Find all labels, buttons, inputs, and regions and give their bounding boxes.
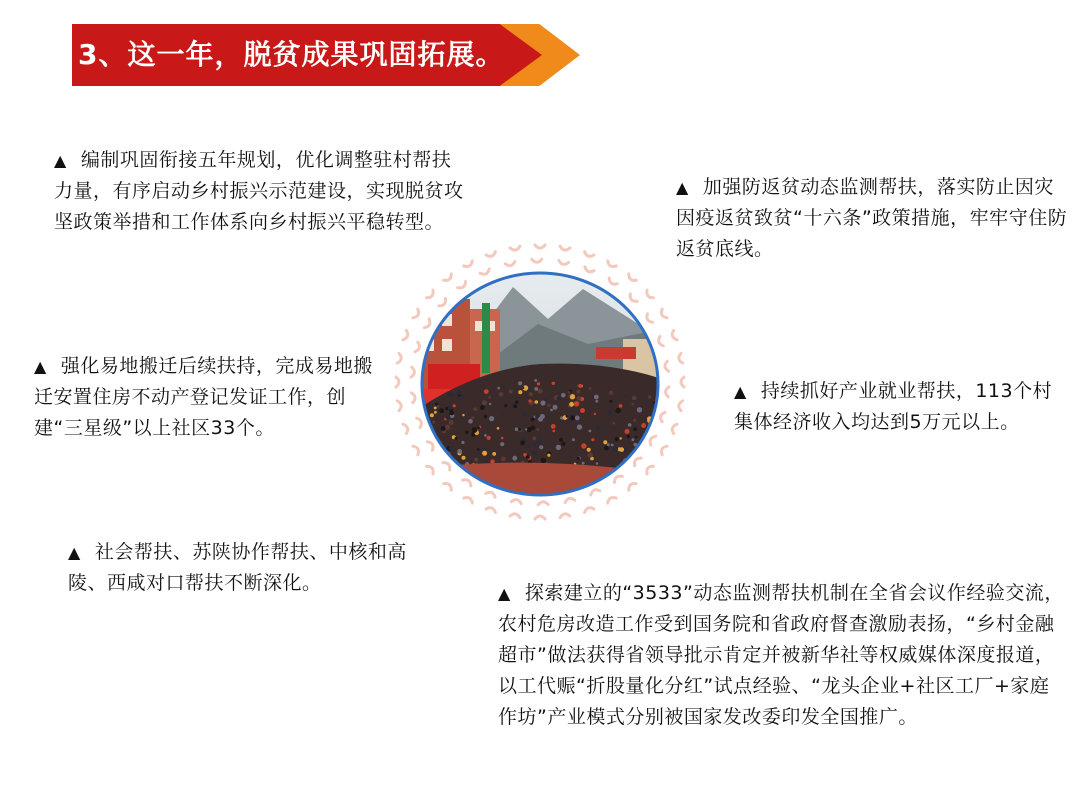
decorative-chevron (396, 377, 399, 387)
decorative-chevron (538, 502, 548, 505)
decorative-chevron (606, 261, 616, 269)
decorative-chevron (560, 513, 570, 518)
decorative-chevron (584, 506, 594, 512)
triangle-bullet-icon: ▲ (498, 584, 511, 603)
decorative-chevron (397, 400, 402, 410)
decorative-chevron (511, 499, 521, 504)
decorative-chevron (681, 377, 684, 387)
list-item-industry (734, 376, 1070, 438)
triangle-bullet-icon: ▲ (68, 543, 81, 562)
decorative-chevron (678, 353, 683, 363)
list-item-relocation (34, 351, 386, 444)
decorative-chevron (535, 516, 545, 519)
decorative-chevron (678, 400, 683, 410)
item-text: 强化易地搬迁后续扶持，完成易地搬迁安置住房不动产登记发证工作，创建“三星级”以上社区33个。 (34, 355, 373, 439)
decorative-chevron (464, 261, 474, 269)
list-item-plan (54, 145, 464, 238)
decorative-chevron (558, 260, 568, 265)
item-text: 加强防返贫动态监测帮扶，落实防止因灾因疫返贫致贫“十六条”政策措施，牢牢守住防返贫底线。 (676, 176, 1068, 260)
decorative-chevron (411, 392, 415, 402)
decorative-chevron (671, 423, 677, 433)
decorative-chevron (403, 330, 409, 340)
decorative-chevron (486, 506, 496, 512)
triangle-bullet-icon: ▲ (54, 151, 67, 170)
decorative-chevron (584, 252, 594, 258)
item-text: 编制巩固衔接五年规划，优化调整驻村帮扶力量，有序启动乡村振兴示范建设，实现脱贫攻坚政策举措和工作体系向乡村振兴平稳转型。 (54, 149, 464, 233)
decorative-chevron (486, 252, 496, 258)
item-text: 探索建立的“3533”动态监测帮扶机制在全省会议作经验交流，农村危房改造工作受到国务院和省政府督查激励表扬，“乡村金融超市”做法获得省领导批示肯定并被新华社等权威媒体深度报道，以工代赈“折股量化分红”试点经验、“龙头企业+社区工厂+家庭作坊”产业模式分别被国家发改委印发全国推广。 (498, 582, 1064, 728)
item-text: 社会帮扶、苏陕协作帮扶、中核和高陵、西咸对口帮扶不断深化。 (68, 541, 407, 594)
decorative-chevron (505, 261, 515, 266)
decorative-chevron (510, 513, 520, 518)
list-item-monitoring (676, 172, 1068, 265)
decorative-chevron (510, 246, 520, 251)
triangle-bullet-icon: ▲ (734, 382, 747, 401)
decorative-chevron (665, 387, 669, 397)
page-title: 3、这一年，脱贫成果巩固拓展。 (78, 38, 505, 71)
decorative-chevron (411, 367, 415, 377)
decorative-chevron (560, 246, 570, 251)
triangle-bullet-icon: ▲ (34, 357, 47, 376)
central-photo (418, 269, 662, 499)
decorative-chevron (671, 330, 677, 340)
decorative-chevron (403, 423, 409, 433)
decorative-chevron (535, 245, 545, 248)
list-item-social-support (68, 537, 428, 599)
decorative-chevron (532, 259, 542, 262)
decorative-chevron (664, 361, 668, 371)
item-text: 持续抓好产业就业帮扶，113个村集体经济收入均达到5万元以上。 (734, 380, 1053, 433)
triangle-bullet-icon: ▲ (676, 178, 689, 197)
title-banner (72, 24, 580, 86)
decorative-chevron (397, 353, 402, 363)
list-item-mechanism (498, 578, 1068, 733)
